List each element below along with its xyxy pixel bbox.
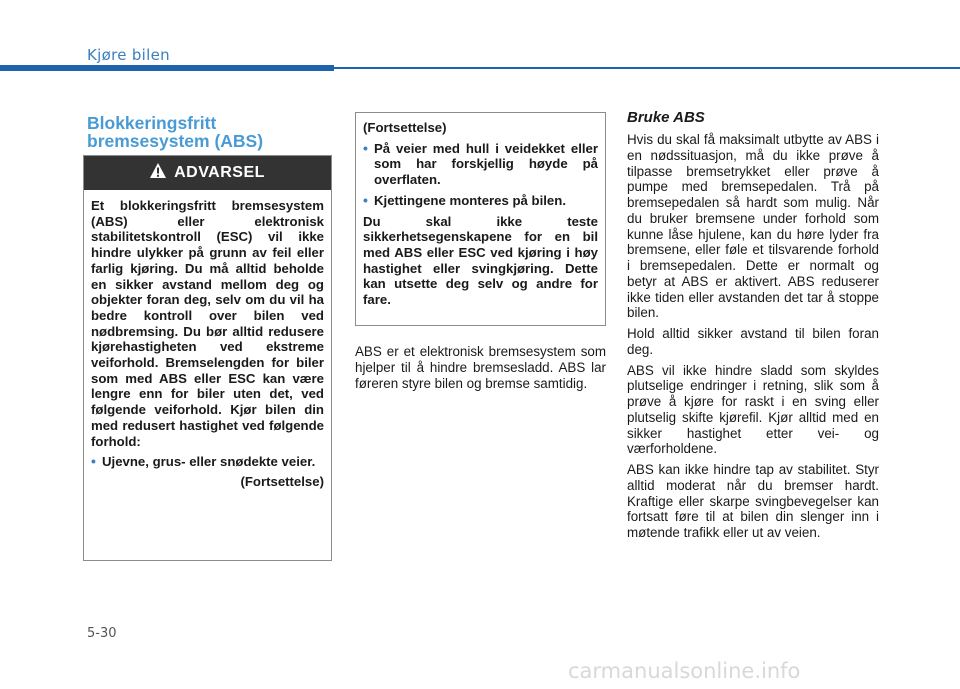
bullet-icon: • (363, 191, 368, 208)
bullet-text: Ujevne, grus- eller snødekte veier. (102, 454, 316, 470)
continued-warning-box (355, 112, 606, 326)
paragraph: ABS kan ikke hindre tap av stabilitet. Styr alltid moderat når du bremser hardt. Kraftige eller skarpe svingbevegelser kan fortsatt føre til at bilen din slenger inn i møtende trafikk eller ut av veien. (627, 462, 879, 540)
continued-note: (Fortsettelse) (240, 473, 324, 489)
bullet-icon: • (363, 139, 368, 156)
list-item (91, 454, 324, 470)
intro-paragraph: ABS er et elektronisk bremsesystem som hjelper til å hindre bremsesladd. ABS lar føreren styre bilen og bremse samtidig. (355, 344, 606, 391)
warning-box (83, 155, 332, 561)
header-bar (0, 65, 334, 71)
continued-heading: (Fortsettelse) (363, 120, 447, 135)
bullet-icon: • (91, 453, 96, 470)
paragraph: Hold alltid sikker avstand til bilen foran deg. (627, 326, 879, 357)
page-number: 5-30 (87, 626, 117, 641)
right-column (627, 132, 879, 546)
paragraph: Hvis du skal få maksimalt utbytte av ABS i en nødssituasjon, må du ikke prøve å tilpasse bremsetrykket eller prøve å pumpe med bremsepedalen. Trå på bremsepedalen så hardt som mulig. Når du bruker bremsene under forhold som kunne låse hjulene, kan du høre lyder fra bremsene, eller føle et tilsvarende forhold i bremsepedalen. Dette er normalt og betyr at ABS er aktivert. ABS reduserer ikke tiden eller avstanden det tar å stoppe bilen. (627, 132, 879, 321)
paragraph: ABS vil ikke hindre sladd som skyldes plutselige endringer i retning, slik som å prøve å kjøre for raskt i en sving eller plutselig skifte kjørefil. Kjør alltid med en sikker hastighet etter vei- og værforholdene. (627, 362, 879, 457)
section-title: Blokkeringsfritt bremsesystem (ABS) (87, 113, 264, 151)
subsection-title: Bruke ABS (627, 109, 705, 126)
list-item (363, 141, 598, 188)
warning-triangle-icon (150, 163, 166, 183)
header-rule (334, 67, 960, 69)
bullet-text: På veier med hull i veidekket eller som har forskjellig høyde på overflaten. (374, 140, 598, 188)
list-item (363, 193, 598, 209)
warning-label: ADVARSEL (174, 164, 265, 181)
bullet-text: Kjettingene monteres på bilen. (374, 192, 566, 208)
continued-body: Du skal ikke teste sikkerhetsegenskapene for en bil med ABS eller ESC ved kjøring i høy hastighet eller svingkjøring. Dette kan utsette deg selv og andre for fare. (363, 213, 598, 308)
warning-text: Et blokkeringsfritt bremsesystem (ABS) eller elektronisk stabilitetskontroll (ESC) vil ikke hindre ulykker på grunn av feil eller farlig kjøring. Du må alltid beholde en sikker avstand mellom deg og objekter foran deg, selv om du vil ha bedre kontroll over bilen ved nødbremsing. Du bør alltid redusere kjørehastigheten ved ekstreme veiforhold. Bremselengden for biler som med ABS eller ESC kan være lengre enn for biler uten det, ved følgende veiforhold. Kjør bilen din med redusert hastighet ved følgende forhold: (91, 198, 324, 449)
warning-header (84, 156, 331, 190)
chapter-title: Kjøre bilen (87, 46, 170, 64)
watermark-text: carmanualsonline.info (568, 659, 801, 683)
